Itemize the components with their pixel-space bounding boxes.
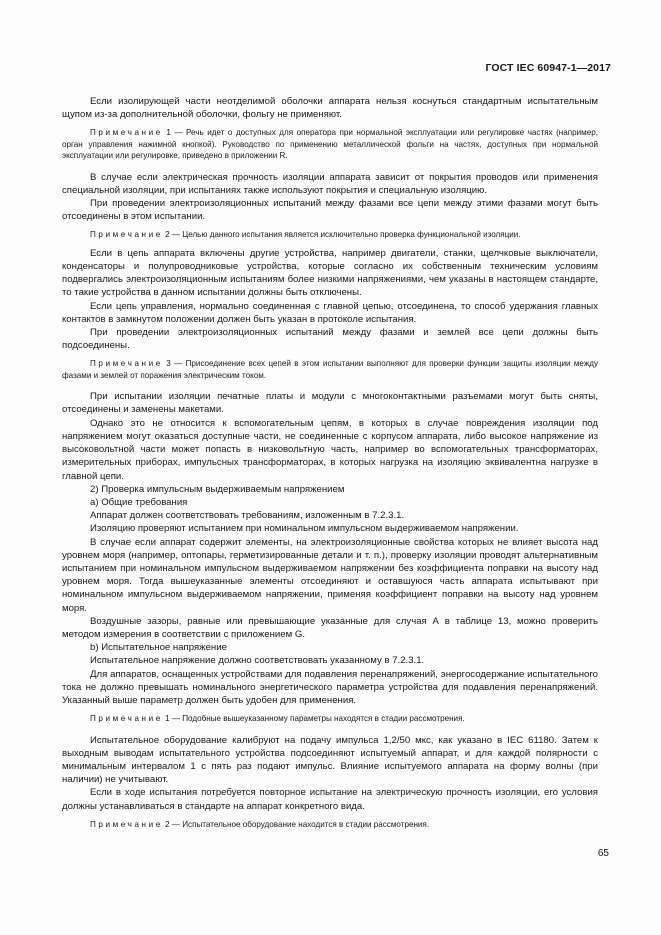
note-label: Примечание [90,819,163,829]
document-body [62,95,598,830]
note-number: 2 [165,819,170,829]
note: Примечание 1 — Речь идет о доступных для оператора при нормальной эксплуатации или регулировке частях (например, орган управления нажимной кнопкой). Руководство по применению металлической фольги на частях, доступных при нормальной эксплуатации или регулировке, приведено в приложении R. [62,128,598,161]
paragraph: Если изолирующей части неотделимой оболочки аппарата нельзя коснуться стандартным испытательным щупом из-за дополнительной оболочки, фольгу не применяют. [62,96,598,121]
note-text: Присоединение всех цепей в этом испытании выполняют для проверки функции защиты изоляции между фазами и землей от поражения электрическим током. [62,359,599,380]
note: Примечание 2 — Целью данного испытания является исключительно проверка функциональной изоляции. [90,230,521,240]
paragraph: В случае если аппарат содержит элементы, на электроизоляционные свойства которых не влияет высота над уровнем моря (например, оптопары, герметизированные детали и т. п.), проверку изоляции проводят альтернативным испытанием при номинальном импульсном выдерживаемом напряжении без коэффициента поправки на высоту над уровнем моря. Тогда вышеуказанные элементы отсоединяют и оставшуюся часть аппарата испытывают при номинальном импульсном выдерживаемом напряжении, применяя коэффициент поправки на высоту над уровнем моря. [62,536,598,614]
paragraph: Изоляцию проверяют испытанием при номинальном импульсном выдерживаемом напряжении. [90,523,519,535]
note-text: Испытательное оборудование находится в стадии рассмотрения. [182,819,430,829]
paragraph: Для аппаратов, оснащенных устройствами для подавления перенапряжений, энергосодержание испытательного тока не должно превышать номинального энергетического параметра устройства для подавления перенапряжений. Указанный выше параметр должен быть удобен для применения. [62,668,598,706]
note-label: Примечание [90,230,163,240]
paragraph: Однако это не относится к вспомогательным цепям, в которых в случае повреждения изоляции под напряжением могут оказаться доступные части, не соединенные с корпусом аппарата, либо высокое напряжение из высоковольтной части может попасть в низковольтную часть, например во вспомогательных трансформаторах, измерительных приборах, импульсных трансформаторах, в которых нагрузка на изоляцию эквивалентна нагрузке в главной цепи. [62,417,598,482]
note: Примечание 1 — Подобные вышеуказанному параметры находятся в стадии рассмотрения. [90,714,465,724]
page-number: 65 [597,848,609,859]
paragraph: При проведении электроизоляционных испытаний между фазами все цепи между этими фазами могут быть отсоединены в этом испытании. [62,198,598,223]
paragraph: Воздушные зазоры, равные или превышающие указанные для случая А в таблице 13, можно проверить методом измерения в соответствии с приложением G. [62,615,598,640]
note-label: Примечание [90,714,163,724]
note-number: 1 [166,128,171,138]
paragraph: При проведении электроизоляционных испытаний между фазами и землей все цепи должны быть подсоединены. [62,327,598,352]
standard-header: ГОСТ IEC 60947-1—2017 [485,62,611,74]
note: Примечание 2 — Испытательное оборудование находится в стадии рассмотрения. [90,819,430,829]
paragraph: При испытании изоляции печатные платы и модули с многоконтактными разъемами могут быть сняты, отсоединены и заменены макетами. [62,391,598,416]
note-number: 3 [166,359,171,369]
paragraph: b) Испытательное напряжение [90,642,227,654]
note-number: 1 [165,714,170,724]
paragraph: Если в цепь аппарата включены другие устройства, например двигатели, станки, щелчковые выключатели, конденсаторы и полупроводниковые устройства, которые согласно их собственным техническим условиям подвергались электроизоляционным испытаниям более низкими напряжениями, чем указаны в настоящем стандарте, то такие устройства в данном испытании должны быть отключены. [62,247,598,299]
paragraph: Испытательное напряжение должно соответствовать указанному в 7.2.3.1. [90,655,425,667]
paragraph: a) Общие требования [90,496,188,508]
note-label: Примечание [90,359,163,369]
note-text: Подобные вышеуказанному параметры находятся в стадии рассмотрения. [182,714,465,724]
note-text: Целью данного испытания является исключительно проверка функциональной изоляции. [182,230,521,240]
paragraph: Аппарат должен соответствовать требованиям, изложенным в 7.2.3.1. [90,510,405,522]
paragraph: 2) Проверка импульсным выдерживаемым напряжением [90,483,345,495]
paragraph: В случае если электрическая прочность изоляции аппарата зависит от покрытия проводов или применения специальной изоляции, при испытаниях также используют покрытия и специальную изоляцию. [62,171,598,196]
paragraph: Если в ходе испытания потребуется повторное испытание на электрическую прочность изоляции, его условия должны устанавливаться в стандарте на аппарат конкретного вида. [62,787,598,812]
paragraph: Испытательное оборудование калибруют на подачу импульса 1,2/50 мкс, как указано в IEC 61180. Затем к выходным выводам испытательного устройства подсоединяют испытуемый аппарат, и для каждой полярности с минимальным интервалом 1 с пять раз подают импульс. Влияние испытуемого аппарата на форму волны (при наличии) не учитывают. [62,734,598,786]
note: Примечание 3 — Присоединение всех цепей в этом испытании выполняют для проверки функции защиты изоляции между фазами и землей от поражения электрическим током. [62,359,599,380]
note-text: Речь идет о доступных для оператора при нормальной эксплуатации или регулировке частях (например, орган управления нажимной кнопкой). Руководство по применению металлической фольги на частях, доступных при нормальной эксплуатации или регулировке, приведено в приложении R. [62,128,598,161]
note-label: Примечание [90,128,163,138]
note-number: 2 [165,230,170,240]
paragraph: Если цепь управления, нормально соединенная с главной цепью, отсоединена, то способ удержания главных контактов в замкнутом положении должен быть указан в протоколе испытания. [62,300,598,325]
